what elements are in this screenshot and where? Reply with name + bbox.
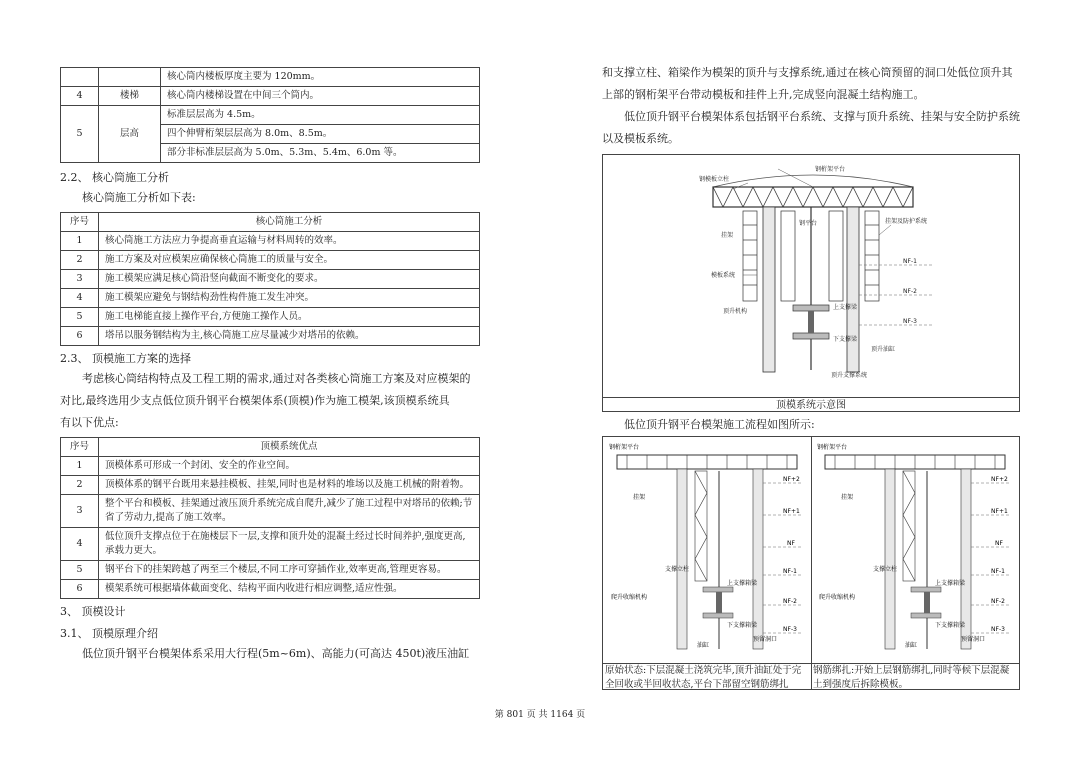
table-cell: 4 — [61, 528, 99, 561]
floor-label: NF+1 — [991, 508, 1008, 515]
paragraph: 核心筒施工分析如下表: — [82, 191, 196, 204]
table-cell — [99, 68, 161, 87]
table-advantages — [60, 437, 480, 599]
table-header-row — [61, 438, 480, 457]
section-heading: 2.3、 顶模施工方案的选择 — [60, 352, 191, 365]
label-top-truss: 钢桁架平台 — [815, 166, 846, 173]
section-heading: 2.2、 核心筒施工分析 — [60, 171, 169, 184]
table-cell: 楼梯 — [99, 87, 161, 106]
table-row — [61, 457, 480, 476]
floor-label: NF-3 — [991, 626, 1005, 633]
label-nf1: NF-1 — [903, 258, 917, 265]
paragraph-line: 上部的钢桁架平台带动模板和挂件上升,完成竖向混凝土结构施工。 — [602, 88, 925, 101]
table-cell: 1 — [61, 232, 99, 251]
table-cell: 2 — [61, 476, 99, 495]
label-reserved-hole: 预留洞口 — [961, 636, 986, 643]
paragraph-line: 考虑核心筒结构特点及工程工期的需求,通过对各类核心筒施工方案及对应模架的 — [82, 372, 471, 385]
table-cell: 钢平台下的挂架跨越了两至三个楼层,不同工序可穿插作业,效率更高,管理更容易。 — [99, 561, 480, 580]
table-header: 核心筒施工分析 — [99, 213, 480, 232]
table-cell: 1 — [61, 457, 99, 476]
flow-panel-left — [603, 437, 812, 689]
flow-diagram-right — [811, 437, 1019, 659]
table-row — [61, 289, 480, 308]
table-row — [61, 327, 480, 346]
label-cylinder: 油缸 — [905, 642, 918, 649]
table-cell: 核心筒内楼板厚度主要为 120mm。 — [161, 68, 480, 87]
page-number: 第 801 页 共 1164 页 — [494, 710, 586, 720]
table-header: 序号 — [61, 438, 99, 457]
flow-panel-right — [811, 437, 1019, 689]
table-cell: 5 — [61, 561, 99, 580]
table-cell: 2 — [61, 251, 99, 270]
label-top-platform: 钢平台 — [799, 220, 818, 227]
table-cell: 3 — [61, 270, 99, 289]
floor-label: NF+1 — [783, 508, 800, 515]
label-lower-support: 下支撑梁 — [833, 336, 858, 343]
table-row — [61, 270, 480, 289]
paragraph-line: 低位顶升钢平台模架体系包括钢平台系统、支撑与顶升系统、挂架与安全防护系统 — [624, 110, 1020, 123]
label-hang: 挂架 — [721, 232, 734, 239]
table-row — [61, 106, 480, 125]
label-nf3: NF-3 — [903, 318, 917, 325]
table-cell: 顶模体系可形成一个封闭、安全的作业空间。 — [99, 457, 480, 476]
label-upper-support: 上支撑梁 — [833, 304, 858, 311]
table-cell — [61, 68, 99, 87]
label-nf2: NF-2 — [903, 288, 917, 295]
floor-label: NF — [787, 540, 795, 547]
figure-construction-flow — [602, 436, 1020, 690]
floor-label: NF-2 — [783, 598, 797, 605]
table-row — [61, 251, 480, 270]
label-lower-box-beam: 下支撑箱梁 — [727, 622, 758, 629]
table-cell: 6 — [61, 327, 99, 346]
label-upper-box-beam: 上支撑箱梁 — [935, 580, 966, 587]
table-header: 顶模系统优点 — [99, 438, 480, 457]
table-cell: 部分非标准层层高为 5.0m、5.3m、5.4m、6.0m 等。 — [161, 144, 480, 163]
table-cell: 整个平台和模板、挂架通过液压顶升系统完成自爬升,减少了施工过程中对塔吊的依赖;节省了劳动力,提高了施工效率。 — [99, 495, 480, 528]
label-cylinder: 油缸 — [697, 642, 710, 649]
paragraph-line: 有以下优点: — [60, 416, 119, 429]
table-header: 序号 — [61, 213, 99, 232]
floor-label: NF-1 — [783, 568, 797, 575]
table-cell: 低位顶升支撑点位于在施楼层下一层,支撑和顶升处的混凝土经过长时间养护,强度更高,承载力更大。 — [99, 528, 480, 561]
table-row — [61, 561, 480, 580]
table-cell: 施工模架应避免与钢结构劲性构件施工发生冲突。 — [99, 289, 480, 308]
table-cell: 施工模架应满足核心筒沿竖向截面不断变化的要求。 — [99, 270, 480, 289]
label-oil-cyl: 顶升油缸 — [871, 346, 896, 353]
label-lower-box-beam: 下支撑箱梁 — [935, 622, 966, 629]
table-cell: 核心筒施工方法应力争提高垂直运输与材料周转的效率。 — [99, 232, 480, 251]
table-cell: 5 — [61, 308, 99, 327]
table-cell: 模架系统可根据墙体截面变化、结构平面内收进行相应调整,适应性强。 — [99, 580, 480, 599]
table-cell: 核心筒内楼梯设置在中间三个筒内。 — [161, 87, 480, 106]
label-climbing-mechanism: 爬升收缩机构 — [819, 594, 856, 601]
top-formwork-diagram — [603, 155, 1019, 393]
paragraph-line: 和支撑立柱、箱梁作为模架的顶升与支撑系统,通过在核心筒预留的洞口处低位顶升其 — [602, 66, 1013, 79]
table-row — [61, 87, 480, 106]
label-jacking: 顶升机构 — [723, 308, 748, 315]
label-climbing-mechanism: 爬升收缩机构 — [611, 594, 648, 601]
floor-label: NF — [995, 540, 1003, 547]
table-row — [61, 476, 480, 495]
table-cell: 6 — [61, 580, 99, 599]
table-row — [61, 528, 480, 561]
label-support-column: 支撑立柱 — [873, 566, 898, 573]
table-cell: 施工方案及对应模架应确保核心筒施工的质量与安全。 — [99, 251, 480, 270]
table-row — [61, 232, 480, 251]
section-heading: 3.1、 顶模原理介绍 — [60, 627, 158, 640]
figure-caption: 顶模系统示意图 — [603, 397, 1019, 414]
table-cell: 施工电梯能直接上操作平台,方便施工操作人员。 — [99, 308, 480, 327]
table-cell: 顶模体系的钢平台既用来悬挂模板、挂架,同时也是材料的堆场以及施工机械的附着物。 — [99, 476, 480, 495]
floor-label: NF+2 — [783, 476, 800, 483]
label-hanger: 挂架 — [841, 494, 854, 501]
floor-label: NF-3 — [783, 626, 797, 633]
label-truss-platform: 钢桁架平台 — [609, 444, 640, 451]
table-row — [61, 580, 480, 599]
floor-label: NF-1 — [991, 568, 1005, 575]
table-row — [61, 495, 480, 528]
table-cell: 标准层层高为 4.5m。 — [161, 106, 480, 125]
label-upright: 钢模板立柱 — [699, 176, 730, 183]
table-cell: 层高 — [99, 106, 161, 163]
table-cell: 3 — [61, 495, 99, 528]
table-row — [61, 308, 480, 327]
table-cell: 四个伸臂桁架层层高为 8.0m、8.5m。 — [161, 125, 480, 144]
flow-caption-left: 原始状态:下层混凝土浇筑完毕,顶升油缸处于完全回收或半回收状态,平台下部留空钢筋绑扎 — [603, 663, 811, 694]
paragraph: 低位顶升钢平台模架体系采用大行程(5m~6m)、高能力(可高达 450t)液压油缸 — [82, 647, 470, 660]
label-reserved-hole: 预留洞口 — [753, 636, 778, 643]
label-upper-box-beam: 上支撑箱梁 — [727, 580, 758, 587]
label-support-column: 支撑立柱 — [665, 566, 690, 573]
floor-label: NF+2 — [991, 476, 1008, 483]
table-core-analysis — [60, 212, 480, 346]
figure-top-formwork — [602, 154, 1020, 412]
floor-label: NF-2 — [991, 598, 1005, 605]
table-cell: 塔吊以服务钢结构为主,核心筒施工应尽量减少对塔吊的依赖。 — [99, 327, 480, 346]
table-cell: 4 — [61, 87, 99, 106]
label-hanger: 挂架 — [633, 494, 646, 501]
paragraph-line: 对比,最终选用少支点低位顶升钢平台模架体系(顶模)作为施工模架,该顶模系统具 — [60, 394, 450, 407]
label-hanging-safety: 挂架及防护系统 — [885, 218, 928, 225]
left-column — [60, 0, 480, 665]
label-support-sys: 顶升支撑系统 — [831, 372, 868, 379]
table-row — [61, 68, 480, 87]
table-cell: 4 — [61, 289, 99, 308]
label-truss-platform: 钢桁架平台 — [817, 444, 848, 451]
table-cell: 5 — [61, 106, 99, 163]
table-header-row — [61, 213, 480, 232]
flow-diagram-left — [603, 437, 811, 659]
paragraph-line: 以及模板系统。 — [602, 132, 679, 145]
right-column — [602, 0, 1020, 690]
label-formwork: 模板系统 — [711, 272, 736, 279]
paragraph: 低位顶升钢平台模架施工流程如图所示: — [624, 418, 815, 431]
table-building-params — [60, 67, 480, 163]
section-heading: 3、 顶模设计 — [60, 605, 126, 618]
flow-caption-right: 钢筋绑扎:开始上层钢筋绑扎,同时等候下层混凝土到强度后拆除模板。 — [811, 663, 1019, 694]
